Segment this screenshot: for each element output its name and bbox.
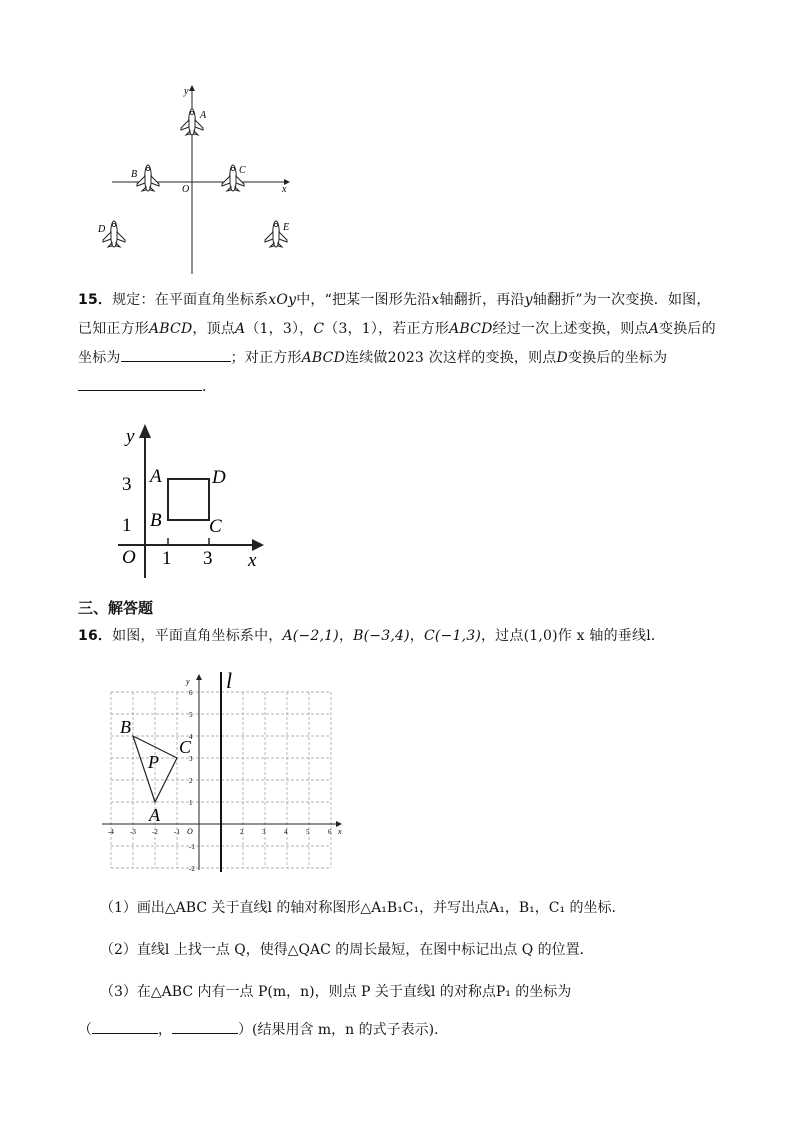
y-tick-label: 1 (189, 799, 193, 807)
x-tick-label: 2 (240, 828, 244, 836)
tick-x1: 1 (162, 548, 172, 569)
q14-figure (98, 82, 298, 278)
line-l-label: l (226, 668, 233, 693)
y-label: y (126, 426, 135, 447)
x-tick-label: -3 (130, 828, 136, 836)
section-title: 三、解答题 (78, 599, 154, 617)
q15-answer-blank-2[interactable] (78, 375, 202, 391)
x-label: x (248, 550, 257, 571)
label-a: A (200, 110, 207, 121)
x-label: x (338, 827, 342, 836)
point-p: P (148, 752, 159, 772)
plane-d (103, 221, 125, 247)
y-label: y (186, 677, 190, 686)
x-tick-label: -4 (108, 828, 114, 836)
vertex-b: B (150, 510, 162, 531)
q15-figure (112, 420, 272, 585)
q16-grid-figure (98, 664, 348, 876)
y-tick-label: -2 (189, 865, 195, 873)
label-d: D (98, 224, 106, 235)
plane-b (137, 165, 159, 191)
label-e: E (283, 222, 290, 233)
y-label: y (184, 86, 189, 97)
q16-blank-m[interactable] (92, 1018, 158, 1034)
q16-sub1: （1）画出△ABC 关于直线l 的轴对称图形△A₁B₁C₁，并写出点A₁，B₁，C₁ 的坐标． (100, 900, 626, 916)
origin-label: O (187, 827, 193, 836)
q16-sub2: （2）直线l 上找一点 Q，使得△QAC 的周长最短，在图中标记出点 Q 的位置． (100, 942, 594, 958)
tick-y1: 1 (122, 515, 132, 536)
y-tick-label: 2 (189, 777, 193, 785)
label-c: C (239, 165, 246, 176)
q16-number: 16． (78, 628, 113, 644)
vertex-d: D (212, 467, 226, 488)
x-tick-label: 6 (328, 828, 332, 836)
vertex-b: B (120, 717, 131, 737)
vertex-c: C (209, 516, 222, 537)
x-tick-label: 5 (306, 828, 310, 836)
q15-number: 15． (78, 292, 113, 308)
y-tick-label: 6 (189, 689, 193, 697)
tick-y3: 3 (122, 474, 132, 495)
vertex-a: A (149, 805, 160, 825)
x-tick-label: 4 (284, 828, 288, 836)
x-label: x (282, 184, 287, 195)
origin-label: O (122, 547, 136, 568)
tick-x3: 3 (203, 548, 213, 569)
x-tick-label: -2 (152, 828, 158, 836)
q15-text: 15．规定：在平面直角坐标系xOy中，“把某一图形先沿x轴翻折，再沿y轴翻折”为一次变换．如图，已知正方形ABCD，顶点A（1，3），C（3，1），若正方形ABCD经过一次上述变换，则点A变换后的坐标为 ；对正方形ABCD连续做2023 次这样的变换，则点D变换后的坐标为． (78, 292, 716, 395)
y-tick-label: -1 (189, 843, 195, 851)
q16-text: 16．如图，平面直角坐标系中，A(−2,1)，B(−3,4)，C(−1,3)，过点(1,0)作 x 轴的垂线l． (78, 628, 666, 644)
vertex-c: C (179, 737, 192, 757)
x-tick-label: -1 (174, 828, 180, 836)
x-tick-label: 3 (262, 828, 266, 836)
vertex-a: A (150, 466, 162, 487)
y-tick-label: 5 (189, 711, 193, 719)
q16-sub3: （3）在△ABC 内有一点 P(m，n)，则点 P 关于直线l 的对称点P₁ 的坐标为 (100, 984, 572, 1000)
q16-sub3-answer: （ ， ）(结果用含 m，n 的式子表示)． (78, 1018, 448, 1040)
q16-blank-n[interactable] (172, 1018, 238, 1034)
square-abcd (168, 479, 209, 520)
q15-answer-blank-1[interactable] (121, 346, 231, 362)
y-tick-label: 3 (189, 755, 193, 763)
origin-label: O (182, 184, 190, 195)
label-b: B (131, 169, 138, 180)
y-tick-label: 4 (189, 733, 193, 741)
